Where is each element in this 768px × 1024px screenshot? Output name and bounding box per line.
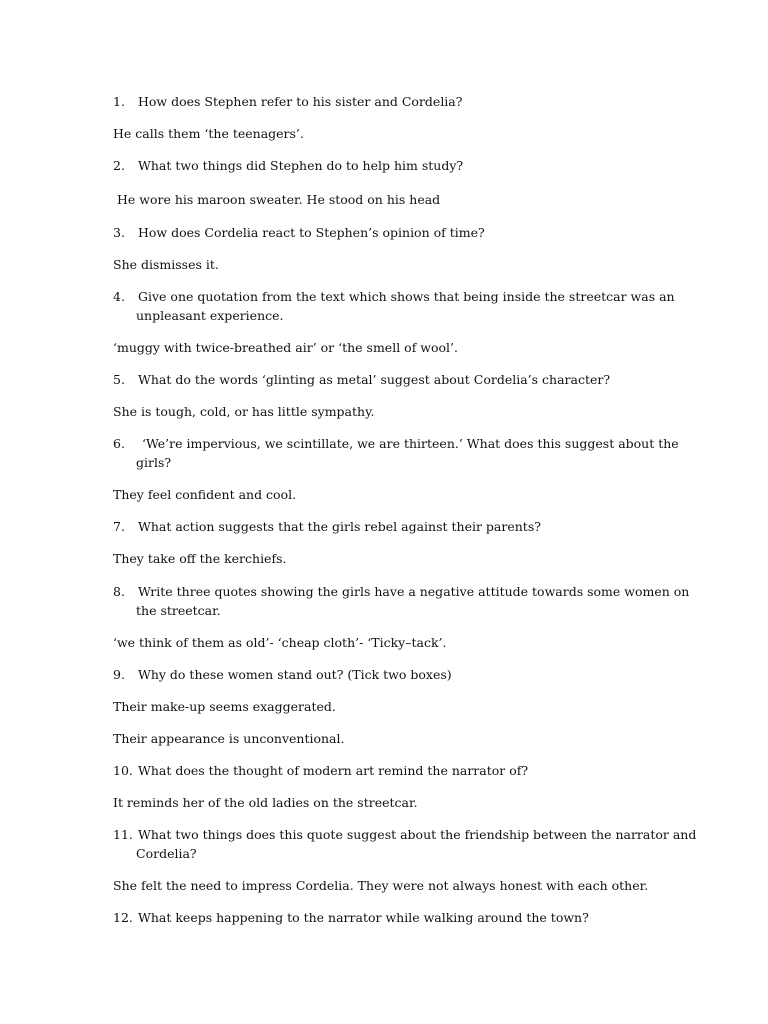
answer-3: She dismisses it. bbox=[113, 257, 219, 272]
answer-4: ‘muggy with twice-breathed air’ or ‘the smell of wool’. bbox=[113, 340, 458, 355]
question-6-continuation: girls? bbox=[136, 455, 172, 470]
question-1 bbox=[113, 92, 673, 111]
answer-9b: Their appearance is unconventional. bbox=[113, 731, 345, 746]
question-number: 5. bbox=[113, 372, 125, 387]
question-text: ‘We’re impervious, we scintillate, we are thirteen.’ What does this suggest about the bbox=[138, 436, 679, 451]
question-number: 2. bbox=[113, 158, 125, 173]
question-number: 1. bbox=[113, 94, 125, 109]
answer-2: He wore his maroon sweater. He stood on his head bbox=[113, 192, 441, 207]
question-number: 4. bbox=[113, 289, 125, 304]
question-number: 6. bbox=[113, 436, 125, 451]
question-number: 12. bbox=[113, 910, 133, 925]
answer-7: They take off the kerchiefs. bbox=[113, 551, 287, 566]
question-text: How does Cordelia react to Stephen’s opinion of time? bbox=[138, 225, 485, 240]
question-11 bbox=[113, 825, 697, 844]
question-number: 11. bbox=[113, 827, 133, 842]
question-9 bbox=[113, 665, 673, 684]
question-11-continuation: Cordelia? bbox=[136, 846, 197, 861]
answer-1: He calls them ‘the teenagers’. bbox=[113, 126, 304, 141]
question-text: Write three quotes showing the girls have a negative attitude towards some women on bbox=[138, 584, 690, 599]
question-text: What do the words ‘glinting as metal’ suggest about Cordelia’s character? bbox=[138, 372, 611, 387]
answer-9a: Their make-up seems exaggerated. bbox=[113, 699, 336, 714]
question-5 bbox=[113, 370, 673, 389]
question-number: 8. bbox=[113, 584, 125, 599]
answer-11: She felt the need to impress Cordelia. They were not always honest with each other. bbox=[113, 878, 649, 893]
question-number: 3. bbox=[113, 225, 125, 240]
question-2 bbox=[113, 156, 673, 175]
question-number: 10. bbox=[113, 763, 133, 778]
question-7 bbox=[113, 517, 673, 536]
answer-5: She is tough, cold, or has little sympathy. bbox=[113, 404, 375, 419]
question-text: What does the thought of modern art remind the narrator of? bbox=[138, 763, 529, 778]
question-text: How does Stephen refer to his sister and Cordelia? bbox=[138, 94, 463, 109]
question-text: Give one quotation from the text which shows that being inside the streetcar was an bbox=[138, 289, 675, 304]
question-6 bbox=[113, 434, 679, 453]
question-text: What action suggests that the girls rebel against their parents? bbox=[138, 519, 541, 534]
question-number: 9. bbox=[113, 667, 125, 682]
question-8 bbox=[113, 582, 690, 601]
question-10 bbox=[113, 761, 673, 780]
question-text: Why do these women stand out? (Tick two boxes) bbox=[138, 667, 452, 682]
question-text: What two things did Stephen do to help him study? bbox=[138, 158, 464, 173]
question-text: What keeps happening to the narrator while walking around the town? bbox=[138, 910, 589, 925]
question-text: What two things does this quote suggest about the friendship between the narrator and bbox=[138, 827, 697, 842]
answer-6: They feel confident and cool. bbox=[113, 487, 297, 502]
question-4-continuation: unpleasant experience. bbox=[136, 308, 284, 323]
answer-10: It reminds her of the old ladies on the streetcar. bbox=[113, 795, 418, 810]
question-12 bbox=[113, 908, 673, 927]
question-3 bbox=[113, 223, 673, 242]
answer-8: ‘we think of them as old’- ‘cheap cloth’- ‘Ticky–tack’. bbox=[113, 635, 447, 650]
question-number: 7. bbox=[113, 519, 125, 534]
question-4 bbox=[113, 287, 673, 306]
question-8-continuation: the streetcar. bbox=[136, 603, 221, 618]
